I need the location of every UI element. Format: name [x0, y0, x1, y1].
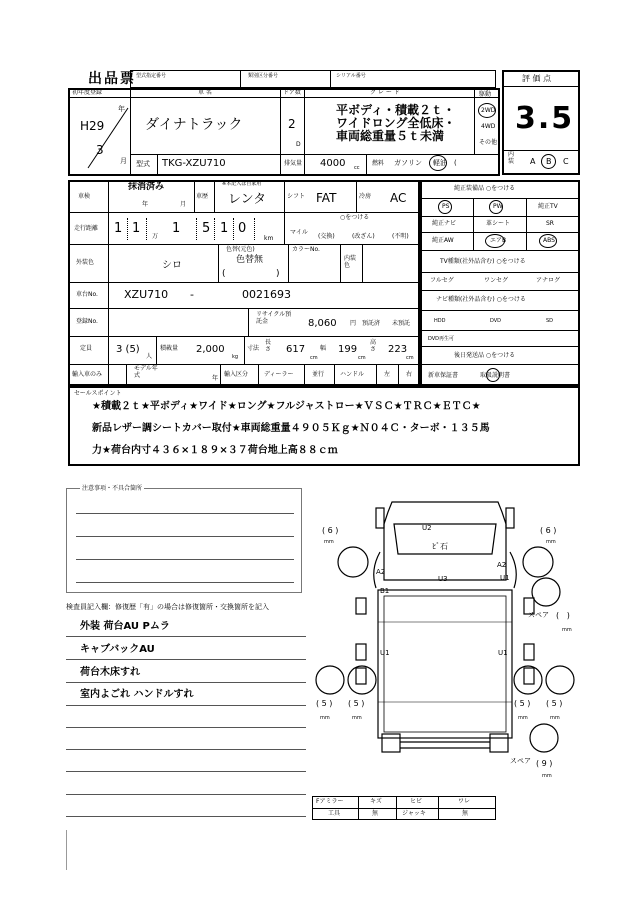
legend-header-4: ワレ	[458, 798, 471, 805]
load-label: 積載量	[160, 345, 179, 352]
chassis-prefix: XZU710	[124, 288, 169, 301]
equip-abs-circle	[539, 234, 557, 248]
serial-label: シリアル番号	[336, 73, 366, 79]
equip-sr: SR	[546, 220, 554, 227]
tire-fl-depth: ( 6 )	[322, 526, 339, 535]
chassis-dash: -	[190, 288, 194, 301]
after-warranty: 新車保証書	[428, 372, 459, 379]
type-cert-label: 型式指定番号	[136, 73, 167, 79]
inspection-value: 抹消済み	[128, 182, 165, 192]
drive-label: 駆動	[479, 91, 492, 98]
displacement-label: 排気量	[284, 160, 303, 167]
damage-u3: U3	[438, 575, 448, 583]
inspection-label: 車検	[78, 193, 91, 200]
equip-aw: 純正AW	[432, 237, 454, 244]
first-reg-month: 3	[96, 143, 104, 157]
damage-b1: B1	[380, 587, 390, 595]
tire-fr-unit: mm	[546, 539, 556, 545]
note-line-4: 室内よごれ ハンドルすれ	[80, 689, 194, 700]
spare-1-paren: ( )	[556, 611, 570, 620]
color-no-label: カラーNo.	[292, 246, 320, 253]
doors-value: 2	[288, 117, 296, 131]
spare-2-label: スペア	[510, 757, 531, 765]
legal-value: レンタ	[228, 192, 267, 207]
grade-line-1: 平ボディ・積載２ｔ・	[336, 103, 456, 117]
type-label: 型式	[136, 160, 150, 168]
spare-1-unit: mm	[562, 627, 572, 633]
inspector-label: 検査員記入欄：修復歴「有」の場合は修復箇所・交換箇所を記入	[66, 603, 269, 611]
width-unit: cm	[358, 355, 366, 361]
size-label: 寸法	[247, 345, 260, 352]
after-manual-circle	[486, 368, 500, 382]
width-value: 199	[338, 344, 358, 355]
month-unit: 月	[120, 157, 127, 165]
model-year-label: モデル年式	[134, 365, 158, 379]
tv-oneseg: ワンセグ	[484, 277, 509, 284]
interior-label: 内装	[508, 151, 515, 165]
tire-fr-depth: ( 6 )	[540, 526, 557, 535]
mile-attach-note: ○をつける	[340, 214, 370, 221]
mile-option-tamper: (改ざん)	[352, 233, 375, 240]
first-reg-label: 初年度登録	[72, 89, 103, 96]
mile-option-exchange: (交換)	[318, 233, 335, 240]
tire-rl2-unit: mm	[352, 715, 362, 721]
registration-label: 登録No.	[76, 318, 98, 325]
damage-a2-left: A2	[376, 568, 386, 576]
equip-tv: 純正TV	[538, 203, 558, 210]
damage-a2-right: A2	[497, 561, 507, 569]
load-value: 2,000	[196, 344, 225, 355]
mile-option-unknown: (不明)	[392, 233, 409, 240]
tire-rr2-unit: mm	[550, 715, 560, 721]
legend-header-2: キズ	[370, 798, 382, 805]
note-line-3: 荷台木床すれ	[80, 667, 140, 678]
width-label: 幅	[320, 345, 327, 352]
drive-4wd: 4WD	[481, 123, 496, 130]
color-paren-close: )	[276, 269, 280, 279]
sales-point-line-2: 新品レザー調シートカバー取付★車両総重量４９０５Ｋｇ★Ｎ０４Ｃ・ターボ・１３５馬	[92, 423, 490, 434]
navi-hdd: HDD	[434, 318, 446, 324]
legend-header-1: Fアミラー	[316, 798, 344, 805]
equip-airbag-circle	[485, 234, 505, 248]
length-value: 617	[286, 344, 306, 355]
import-parallel: 並行	[312, 371, 325, 378]
handle-left: 左	[384, 371, 391, 378]
displacement-unit: cc	[354, 165, 360, 171]
mileage-digit-6: 0	[238, 221, 247, 236]
tire-rr1-unit: mm	[518, 715, 528, 721]
damage-u1-bed-right: U1	[498, 649, 508, 657]
mileage-digit-2: 1	[132, 221, 141, 236]
fuel-selected-circle	[429, 155, 447, 171]
mileage-digit-3: 1	[172, 221, 181, 236]
equip-airbag: エアB	[490, 237, 507, 244]
color-label: 外装色	[76, 259, 95, 266]
tire-rl2-depth: ( 5 )	[348, 699, 365, 708]
grade-line-3: 車両総重量５ｔ未満	[336, 129, 445, 143]
color-change-label: 色替(元色)	[226, 246, 255, 253]
chassis-label: 車台No.	[76, 291, 98, 298]
spare-1-label: スペア	[528, 611, 549, 619]
fuel-diesel: 軽油	[433, 159, 447, 167]
mileage-label: 走行距離	[74, 225, 99, 232]
drive-2wd: 2WD	[481, 107, 496, 114]
equip-pw: PW	[493, 203, 503, 210]
spare-2-depth: ( 9 )	[536, 759, 553, 768]
mileage-digit-4: 5	[202, 221, 211, 236]
handle-right: 右	[406, 371, 413, 378]
equip-ps-circle	[438, 200, 452, 214]
inspection-month-unit: 月	[180, 201, 187, 208]
year-unit: 年	[118, 105, 125, 113]
damage-u1-right: U1	[500, 574, 510, 582]
sales-points-label: セールスポイント	[74, 390, 122, 397]
recycle-status-2: 未預託	[392, 320, 411, 327]
mileage-unit-km: km	[264, 235, 274, 242]
tv-analog: アナログ	[536, 277, 561, 284]
legal-note: ※本記入は自家用	[222, 181, 262, 187]
mileage-digit-1: 1	[114, 221, 123, 236]
interior-grade-c: C	[563, 157, 569, 166]
recycle-status-1: 預託済	[362, 320, 381, 327]
interior-grade-a: A	[530, 157, 536, 166]
fuel-gasoline: ガソリン	[394, 159, 422, 167]
mileage-digit-5: 1	[220, 221, 229, 236]
car-name-label: 車 名	[198, 89, 212, 96]
notes-box	[66, 485, 302, 593]
damage-u1-bed-left: U1	[380, 649, 390, 657]
length-label: 長さ	[265, 339, 272, 353]
note-line-1: 外装 荷台AU Pムラ	[80, 621, 170, 632]
handle-label: ハンドル	[340, 371, 365, 378]
notes-label: 注意事項・不具合箇所	[82, 485, 143, 492]
eval-score: 3.5	[515, 101, 575, 136]
navi-dvd-play: DVD再生可	[428, 336, 455, 342]
recycle-label: リサイクル預託金	[256, 311, 292, 326]
drive-other: その他	[479, 139, 498, 146]
color-value: シロ	[162, 260, 182, 271]
recycle-value: 8,060	[308, 318, 337, 329]
ac-value: AC	[390, 191, 407, 205]
equipment-title: 純正装備品 ○をつける	[454, 185, 516, 192]
ac-label: 冷房	[359, 193, 372, 200]
equip-abs: ABS	[543, 237, 555, 244]
type-value: TKG-XZU710	[162, 158, 226, 169]
capacity-label: 定員	[80, 345, 93, 352]
tire-fl-unit: mm	[324, 539, 334, 545]
interior-color-label: 内装色	[344, 255, 357, 269]
shift-value: FAT	[316, 191, 337, 205]
spare-2-unit: mm	[542, 773, 552, 779]
inspection-year-unit: 年	[142, 201, 149, 208]
damage-chip: ﾋﾞ石	[432, 542, 448, 551]
length-unit: cm	[310, 355, 318, 361]
interior-grade-b: B	[546, 157, 552, 166]
after-manual: 取扱説明書	[480, 372, 511, 379]
import-division-label: 輸入区分	[224, 371, 249, 378]
grade-label: グ レ ー ド	[370, 89, 400, 96]
capacity-unit: 人	[146, 353, 153, 360]
shift-label: シフト	[287, 193, 306, 200]
equip-ps: PS	[442, 203, 450, 210]
equip-pw-circle	[489, 200, 503, 214]
model-year-unit: 年	[212, 375, 219, 382]
height-label: 高さ	[370, 339, 377, 353]
displacement-value: 4000	[320, 158, 346, 169]
note-line-2: キャブバックAU	[80, 644, 155, 655]
drive-selected-circle	[478, 103, 496, 118]
first-reg-year: H29	[80, 119, 105, 133]
sheet-title: 出品票	[88, 71, 136, 87]
car-name: ダイナトラック	[145, 117, 243, 133]
doors-label: ドア数	[283, 89, 301, 96]
legend-value-3: ジャッキ	[402, 810, 426, 817]
after-title: 後日発送品 ○をつける	[454, 352, 516, 359]
tire-rr2-depth: ( 5 )	[546, 699, 563, 708]
class-label: 類別区分番号	[248, 73, 279, 79]
interior-selected-circle	[541, 154, 556, 169]
import-label: 輸入車のみ	[72, 371, 103, 378]
legal-label: 車歴	[196, 193, 209, 200]
capacity-value: 3 (5)	[116, 344, 140, 355]
legend-value-4: 無	[462, 810, 469, 817]
eval-label: 評 価 点	[522, 74, 552, 83]
tire-rl1-depth: ( 5 )	[316, 699, 333, 708]
navi-sd: SD	[546, 318, 554, 324]
fuel-other: (	[454, 159, 457, 167]
mile-label: マイル	[290, 229, 308, 236]
sales-point-line-1: ★積載２ｔ★平ボディ★ワイド★ロング★フルジャストロー★ＶＳＣ★ＴＲＣ★ＥＴＣ★	[92, 401, 481, 412]
equip-navi: 純正ナビ	[432, 220, 457, 227]
damage-u2: U2	[422, 524, 432, 532]
grade-line-2: ワイドロング全低床・	[336, 116, 456, 130]
recycle-unit: 円	[350, 320, 357, 327]
fuel-label: 燃料	[372, 160, 385, 167]
tv-fullseg: フルセグ	[430, 277, 454, 284]
navi-title: ナビ種類(社外品含む) ○をつける	[436, 296, 526, 303]
equip-leather: 革シート	[486, 220, 511, 227]
mileage-unit-man: 万	[152, 233, 159, 240]
navi-dvd: DVD	[490, 318, 502, 324]
height-unit: cm	[406, 355, 414, 361]
chassis-number: 0021693	[242, 288, 291, 301]
legend-header-3: ヒビ	[410, 798, 423, 805]
import-dealer: ディーラー	[264, 371, 294, 378]
tv-title: TV種類(社外品含む) ○をつける	[440, 258, 526, 265]
sales-point-line-3: 力★荷台内寸４３６×１８９×３７荷台地上高８８ｃｍ	[92, 445, 338, 456]
color-paren-open: (	[222, 269, 226, 279]
doors-unit: D	[296, 141, 301, 148]
legend-value-1: 工具	[328, 810, 341, 817]
load-unit: kg	[232, 354, 239, 360]
legend-value-2: 無	[372, 810, 379, 817]
tire-rr1-depth: ( 5 )	[514, 699, 531, 708]
color-change-value: 色替無	[236, 255, 264, 265]
tire-rl1-unit: mm	[320, 715, 330, 721]
cert-row	[130, 70, 496, 88]
height-value: 223	[388, 344, 408, 355]
